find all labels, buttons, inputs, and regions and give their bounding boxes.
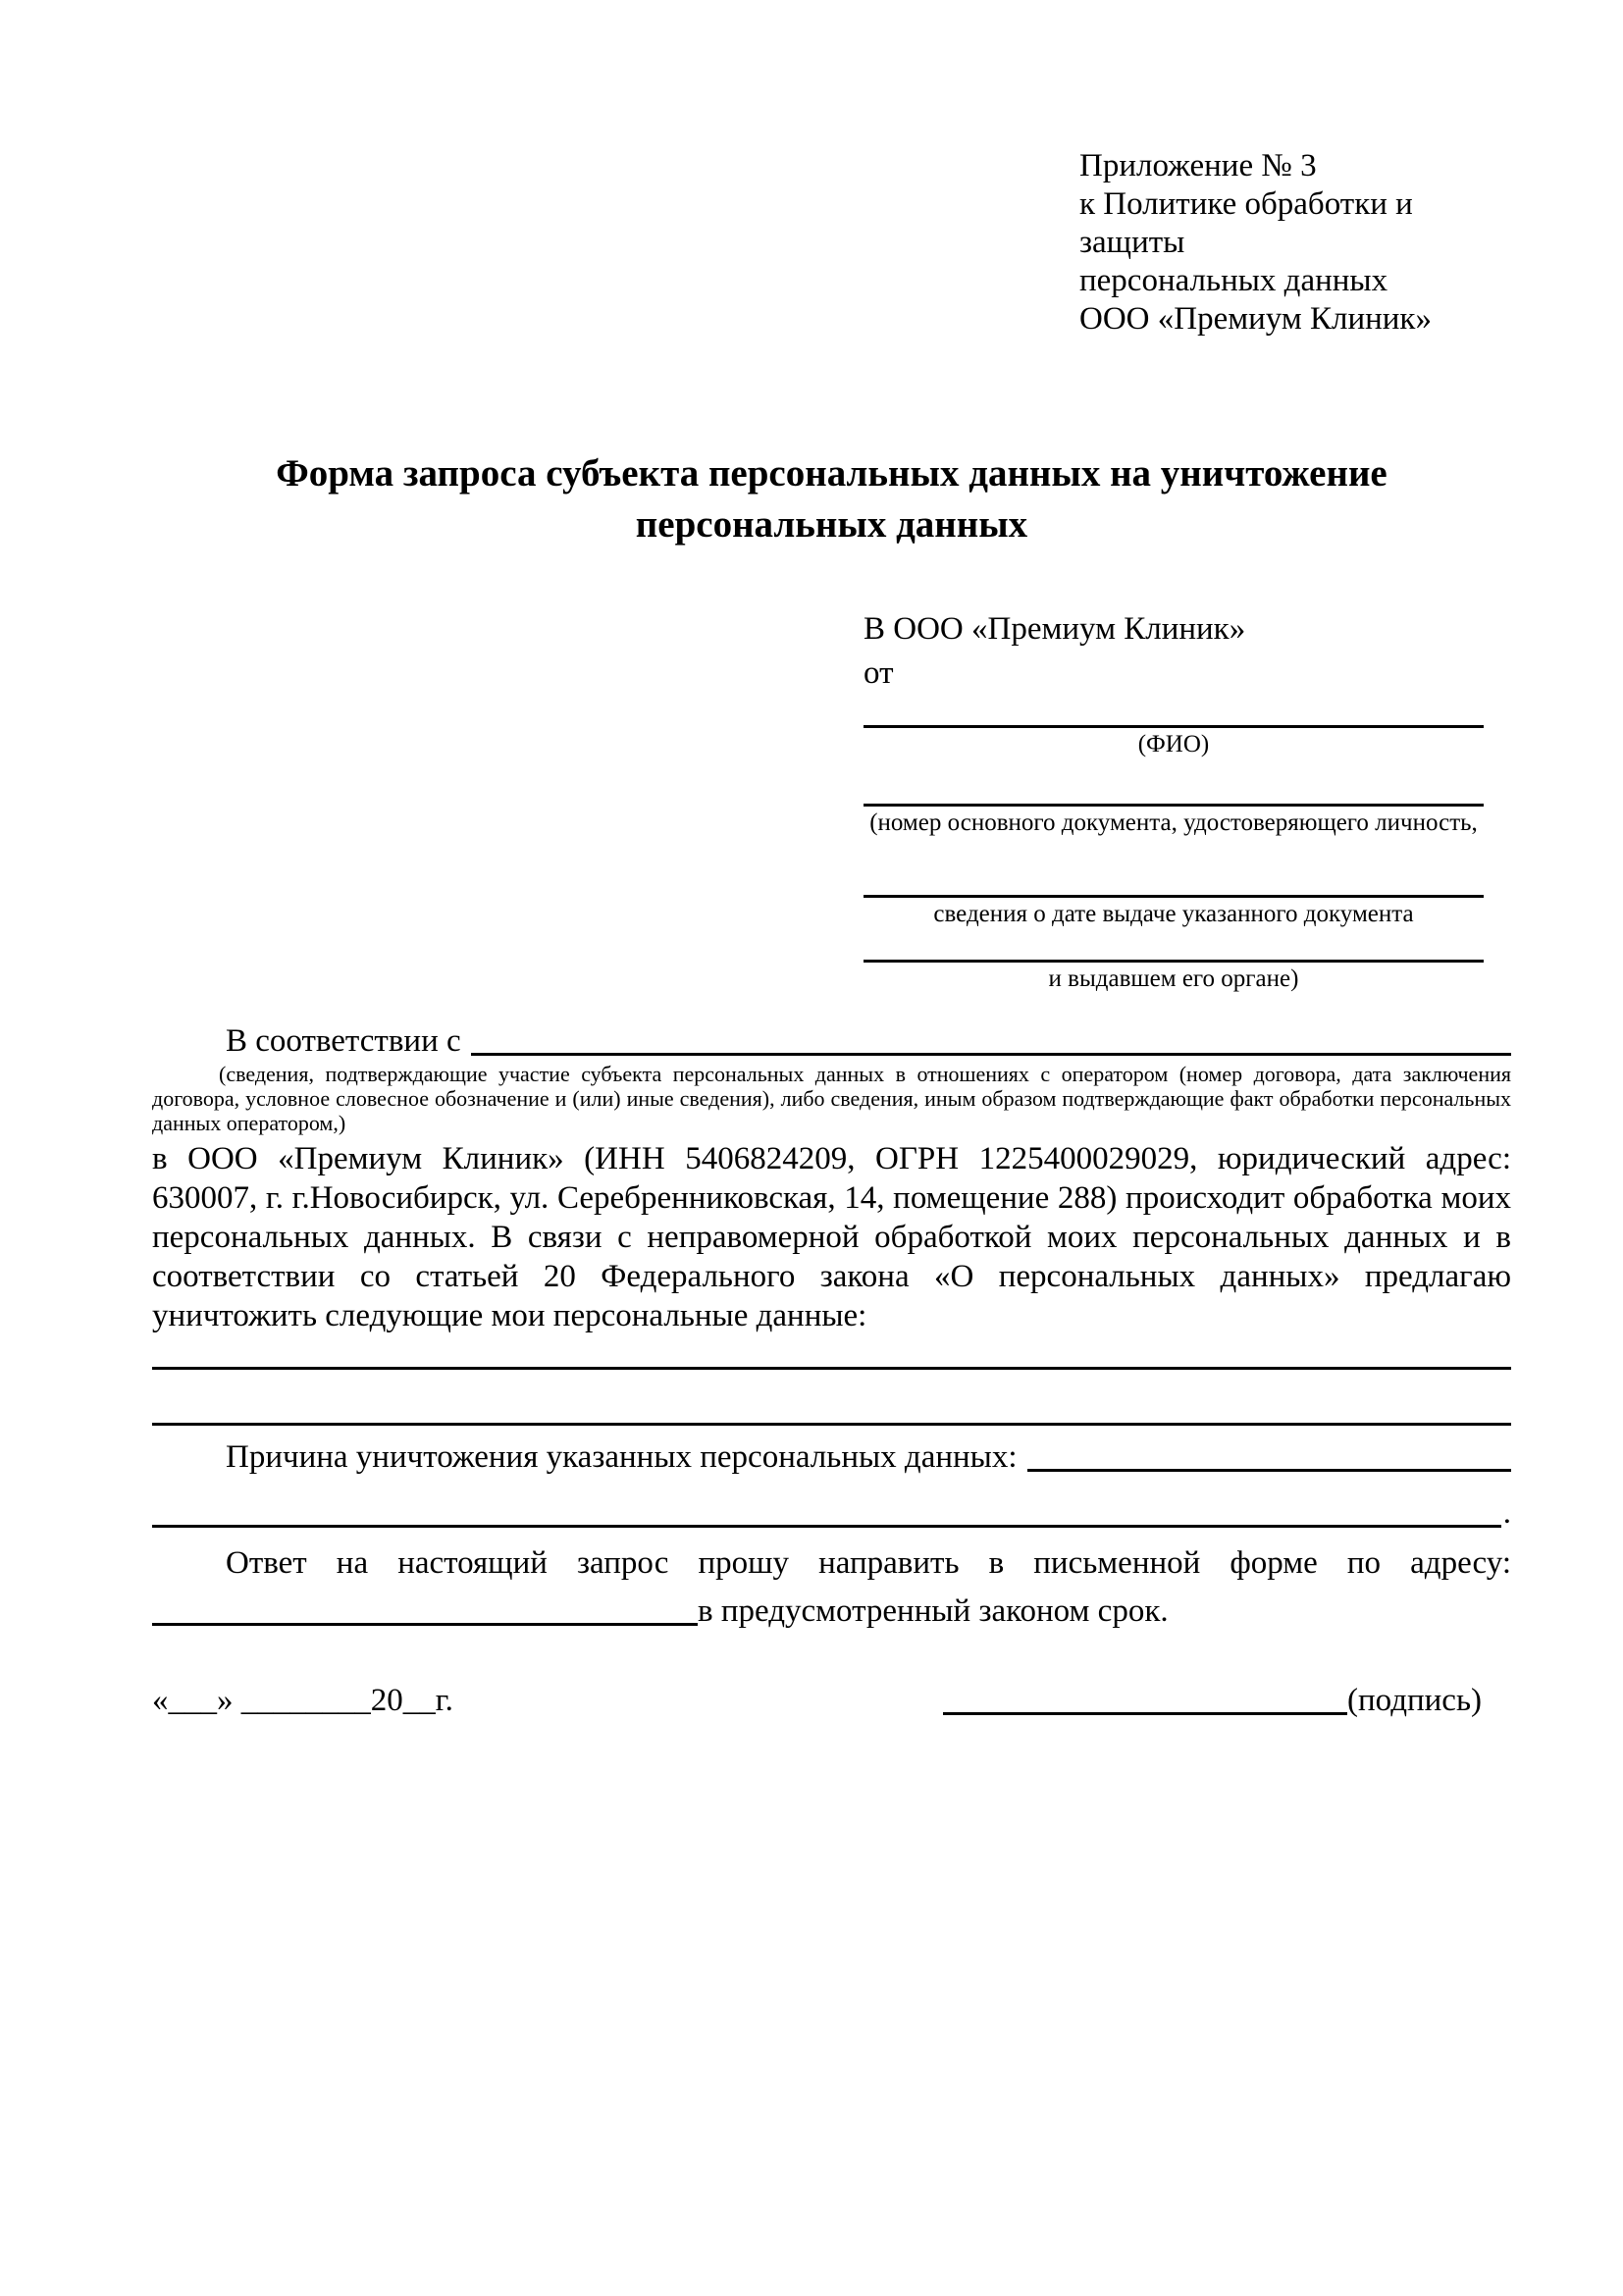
issuing-authority-caption: и выдавшем его органе) [1048,965,1299,992]
addressee-from-label: от [864,655,894,691]
accordance-label: В соответствии с [226,1023,461,1059]
accordance-row [152,1021,1511,1062]
deadline-suffix: в предусмотренный законом срок. [698,1593,1169,1629]
addressee-block [864,607,1484,994]
reason-fill-line [1027,1469,1511,1472]
appendix-header-line: персональных данных [1079,263,1388,298]
deadline-row [152,1592,1511,1632]
appendix-header [1079,147,1511,339]
addressee-to: В ООО «Премиум Клиник» [864,611,1246,647]
fio-caption: (ФИО) [1137,731,1210,757]
date-signature-row [152,1681,1511,1721]
signature-fill-line [943,1712,1347,1715]
signature-group [943,1681,1482,1721]
date-line: «___» ________20__г. [152,1683,453,1718]
response-paragraph: Ответ на настоящий запрос прошу направить в письменной форме по адресу: [226,1545,1511,1581]
signature-caption: (подпись) [1347,1683,1482,1718]
personal-data-fill-line-1 [152,1367,1511,1370]
appendix-header-line: к Политике обработки и защиты [1079,186,1413,260]
reason-continuation-row [152,1493,1511,1534]
main-paragraph: в ООО «Премиум Клиник» (ИНН 5406824209, ОГРН 1225400029029, юридический адрес: 630007, г. г.Новосибирск, ул. Серебренниковская, 14, помещение 288) происходит обработка моих персональных данных. В связи с неправомерной обработкой моих персональных данных и в соответствии со статьей 20 Федерального закона «О персональных данных» предлагаю уничтожить следующие мои персональные данные: [152,1141,1511,1333]
appendix-header-line: ООО «Премиум Клиник» [1079,301,1432,337]
document-number-caption: (номер основного документа, удостоверяющего личность, [869,809,1478,836]
appendix-header-line: Приложение № 3 [1079,148,1317,183]
reason-continuation-fill-line [152,1525,1501,1528]
line-terminator: . [1502,1495,1511,1531]
accordance-note: (сведения, подтверждающие участие субъекта персональных данных в отношениях с оператором (номер договора, дата заключения договора, условное словесное обозначение и (или) иные сведения), либо сведения, иным образом подтверждающие факт обработки персональных данных оператором,) [152,1062,1511,1135]
reason-label: Причина уничтожения указанных персональных данных: [226,1439,1018,1475]
accordance-fill-line [471,1053,1511,1056]
reason-row [152,1437,1511,1478]
document-content [152,147,1511,1721]
personal-data-fill-line-2 [152,1423,1511,1426]
issue-date-caption: сведения о дате выдаче указанного документа [933,901,1414,927]
page-title: Форма запроса субъекта персональных данных на уничтожение персональных данных [276,452,1387,546]
address-fill-line [152,1623,698,1626]
